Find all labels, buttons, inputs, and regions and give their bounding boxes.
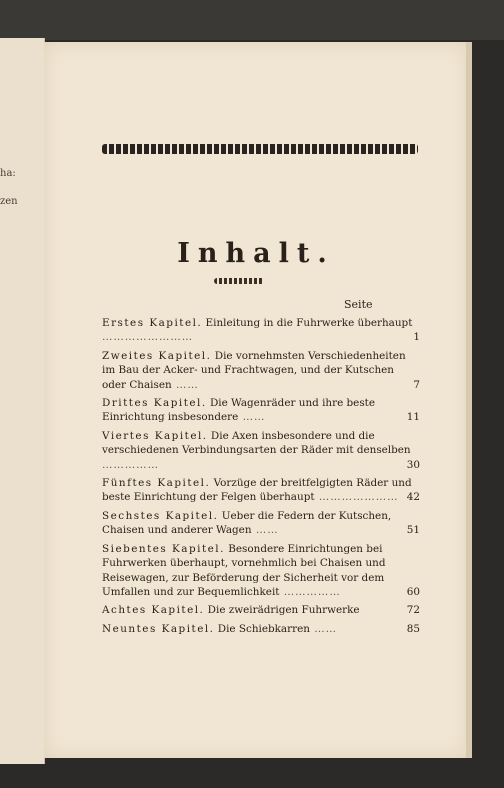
toc-entry xyxy=(102,542,420,600)
left-page-edge xyxy=(0,38,45,764)
toc-entry xyxy=(102,622,420,636)
page-number: 7 xyxy=(410,378,420,392)
toc-entry xyxy=(102,316,420,345)
page-number: 1 xyxy=(410,330,420,344)
leader-dots: …… xyxy=(238,411,266,424)
page-number: 72 xyxy=(404,603,420,617)
toc-entry xyxy=(102,349,420,392)
chapter-title: Vorzüge der breitfelgigten Räder und beste Einrichtung der Felgen überhaupt xyxy=(102,477,412,504)
chapter-title: Einleitung in die Fuhrwerke überhaupt xyxy=(205,317,413,329)
table-of-contents xyxy=(102,316,420,640)
left-page-fragment: ha: xyxy=(0,168,16,179)
page-title: Inhalt. xyxy=(177,238,335,269)
page-number: 85 xyxy=(404,622,420,636)
chapter-title: Die vornehmsten Verschiedenheiten im Bau der Acker- und Frachtwagen, und der Kutschen oder Chaisen xyxy=(102,349,406,391)
chapter-title: Besondere Einrichtungen bei Fuhrwerken überhaupt, vornehmlich bei Chaisen und Reisewagen, zur Beförderung der Sicherheit vor dem Umfallen und zur Bequemlichkeit xyxy=(102,542,386,598)
toc-entry xyxy=(102,396,420,425)
leader-dots: …… xyxy=(171,378,199,391)
book-page xyxy=(44,42,468,758)
page-number: 30 xyxy=(404,458,420,472)
leader-dots: …… xyxy=(309,622,338,635)
chapter-title: Ueber die Federn der Kutschen, Chaisen und anderer Wagen xyxy=(102,509,392,537)
toc-entry xyxy=(102,429,420,472)
chapter-title: Die zweirädrigen Fuhrwerke xyxy=(207,604,360,617)
title-flourish xyxy=(214,278,264,284)
leader-dots: …… xyxy=(251,524,279,537)
chapter-label: Sechstes Kapitel. xyxy=(102,509,219,522)
chapter-label: Achtes Kapitel. xyxy=(102,604,205,617)
chapter-label: Viertes Kapitel. xyxy=(102,429,208,442)
chapter-title: Die Axen insbesondere und die verschiedenen Verbindungsarten der Räder mit denselben xyxy=(102,429,411,457)
page-number: 11 xyxy=(404,410,420,424)
page-column-header: Seite xyxy=(344,298,373,311)
chapter-title: Die Schiebkarren xyxy=(217,622,310,635)
chapter-title: Die Wagenräder und ihre beste Einrichtung insbesondere xyxy=(102,397,375,424)
page-number: 60 xyxy=(404,585,420,599)
chapter-label: Fünftes Kapitel. xyxy=(102,477,211,490)
leader-dots: ………………… xyxy=(314,491,399,504)
chapter-label: Erstes Kapitel. xyxy=(102,317,203,329)
page-number: 42 xyxy=(404,490,420,504)
ornamental-border xyxy=(102,144,418,154)
toc-entry xyxy=(102,476,420,505)
leader-dots: …………… xyxy=(279,585,341,598)
page-number: 51 xyxy=(404,523,420,537)
page-edge xyxy=(466,42,472,758)
chapter-label: Neuntes Kapitel. xyxy=(102,622,215,635)
left-page-fragment: zen xyxy=(0,196,18,207)
chapter-label: Siebentes Kapitel. xyxy=(102,542,225,555)
toc-entry xyxy=(102,509,420,538)
leader-dots: …………… xyxy=(102,458,159,471)
chapter-label: Drittes Kapitel. xyxy=(102,397,207,410)
toc-entry xyxy=(102,603,420,617)
background-top xyxy=(0,0,504,40)
leader-dots: …………………… xyxy=(102,331,194,344)
chapter-label: Zweites Kapitel. xyxy=(102,349,212,362)
